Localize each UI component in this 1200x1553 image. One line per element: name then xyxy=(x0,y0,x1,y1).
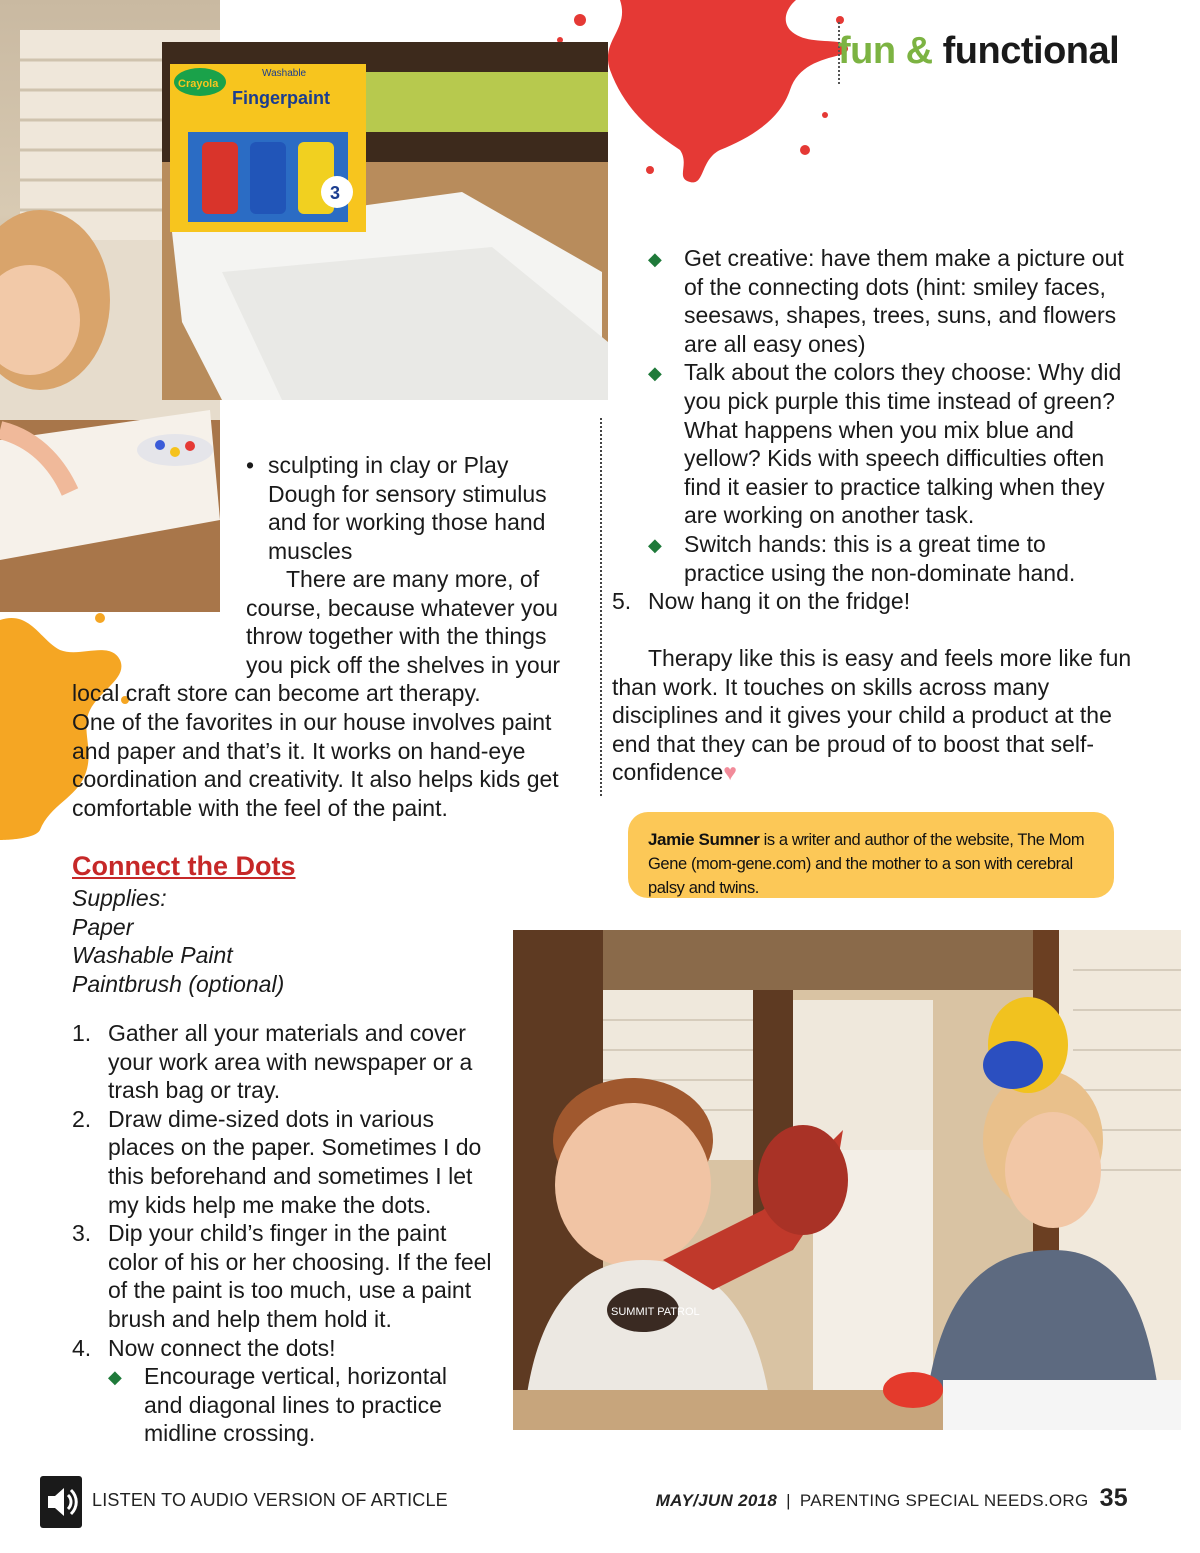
author-bio-box xyxy=(628,812,1114,898)
bullet-sculpting-text: sculpting in clay or Play Dough for sensory stimulus and for working those hand muscles xyxy=(268,452,547,564)
supply-item: Paper xyxy=(72,913,134,940)
step-number: 3. xyxy=(72,1220,92,1247)
section-tag-word2: functional xyxy=(942,30,1120,72)
box-line: Washable xyxy=(262,68,307,79)
photo-kids-painted-hands xyxy=(513,930,1181,1430)
para-more-text: There are many more, of course, because whatever you throw together with the things you pick off the shelves in your xyxy=(246,566,561,678)
box-brand: Crayola xyxy=(178,78,219,90)
section-tag-word1: fun & xyxy=(838,30,933,72)
supply-item: Paintbrush (optional) xyxy=(72,970,285,997)
step-number: 1. xyxy=(72,1020,92,1046)
right-sub-bullets xyxy=(612,244,1132,616)
steps-list xyxy=(72,1019,492,1448)
step-number: 4. xyxy=(72,1334,92,1361)
photo-fingerpaint-box xyxy=(162,42,608,400)
site-name: PARENTING SPECIAL NEEDS.ORG xyxy=(799,1491,1089,1510)
footer-separator: | xyxy=(786,1491,791,1510)
page-footer xyxy=(656,1484,1128,1513)
sub-bullet-text: Switch hands: this is a great time to practice using the non-dominate hand. xyxy=(684,530,1076,586)
section-tag xyxy=(838,30,1119,73)
issue-date: MAY/JUN 2018 xyxy=(655,1491,778,1510)
author-name: Jamie Sumner xyxy=(648,830,760,849)
audio-link[interactable]: LISTEN TO AUDIO VERSION OF ARTICLE xyxy=(92,1490,448,1510)
list-item xyxy=(72,1334,492,1363)
step-text: Now connect the dots! xyxy=(108,1334,336,1361)
sub-bullet-item xyxy=(72,1362,454,1448)
list-item xyxy=(72,1105,492,1219)
box-count: 3 xyxy=(330,183,341,203)
page-number: 35 xyxy=(1099,1484,1128,1512)
shirt-text: SUMMIT PATROL xyxy=(611,1306,700,1318)
box-title: Fingerpaint xyxy=(232,88,330,108)
sub-bullet-item xyxy=(612,358,1132,530)
sub-bullet-text: Encourage vertical, horizontal and diagonal lines to practice midline crossing. xyxy=(144,1363,447,1447)
bullet-sculpting xyxy=(246,451,576,565)
speaker-icon xyxy=(40,1476,82,1528)
column-divider xyxy=(600,418,602,796)
supply-item: Washable Paint xyxy=(72,942,233,969)
step-number: 5. xyxy=(612,588,632,615)
para-craft-store: local craft store can become art therapy. xyxy=(72,680,481,706)
author-bio xyxy=(648,828,1098,900)
audio-button[interactable] xyxy=(40,1476,82,1528)
supplies-label: Supplies: xyxy=(72,885,167,911)
step-number: 2. xyxy=(72,1105,92,1132)
sub-bullet-text: Talk about the colors they choose: Why did you pick purple this time instead of green? What happens when you mix blue and yellow? Kids with speech difficulties often find it easier to practice talking when they are working on another task. xyxy=(684,359,1122,529)
heart-icon: ♥ xyxy=(723,759,737,786)
closing-text: Therapy like this is easy and feels more like fun than work. It touches on skills across many disciplines and it gives your child a product at the end that they can be proud of to boost that self-confidence xyxy=(612,645,1132,786)
sub-bullet-item xyxy=(612,530,1132,587)
closing-paragraph xyxy=(612,644,1132,787)
para-favorites: One of the favorites in our house involves paint and paper and that’s it. It works on hand-eye coordination and creativity. It also helps kids get comfortable with the feel of the paint. xyxy=(72,709,559,821)
list-item xyxy=(72,1219,492,1333)
step-text: Now hang it on the fridge! xyxy=(648,588,911,615)
supplies-list xyxy=(72,884,472,998)
step-text: Gather all your materials and cover your work area with newspaper or a trash bag or tray. xyxy=(108,1020,473,1104)
section-heading: Connect the Dots xyxy=(72,851,296,881)
author-bio-text: is a writer and author of the website, The Mom Gene (mom-gene.com) and the mother to a son with cerebral palsy and twins. xyxy=(648,831,1085,897)
list-item xyxy=(612,587,1132,616)
step-text: Dip your child’s finger in the paint color of his or her choosing. If the feel of the paint is too much, use a paint brush and help them hold it. xyxy=(108,1220,492,1332)
diamond-bullet-icon: ◆ xyxy=(108,1367,122,1388)
bullet-dot: • xyxy=(246,452,255,478)
step-text: Draw dime-sized dots in various places on the paper. Sometimes I do this beforehand and sometimes I let my kids help me make the dots. xyxy=(108,1105,482,1218)
list-item xyxy=(72,1019,492,1105)
diamond-bullet-icon: ◆ xyxy=(648,534,662,555)
para-more-wrap xyxy=(246,565,578,679)
diamond-bullet-icon: ◆ xyxy=(648,249,662,269)
sub-bullet-text: Get creative: have them make a picture out of the connecting dots (hint: smiley faces, seesaws, shapes, trees, suns, and flowers are all easy ones) xyxy=(684,245,1124,357)
diamond-bullet-icon: ◆ xyxy=(648,363,662,384)
sub-bullet-item xyxy=(612,244,1132,358)
